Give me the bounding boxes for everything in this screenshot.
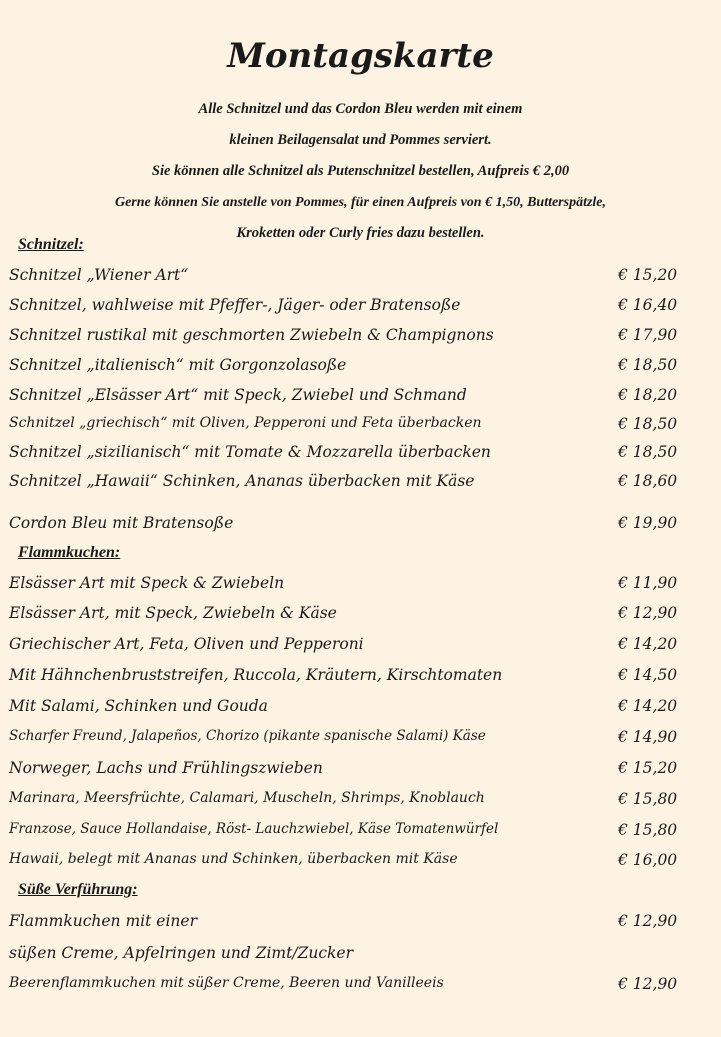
item-price: € 15,80 [618,790,678,808]
item-price: € 18,50 [618,443,678,461]
menu-item [9,790,681,816]
item-price: € 14,20 [618,635,678,653]
menu-item [9,912,681,938]
item-name: Hawaii, belegt mit Ananas und Schinken, überbacken mit Käse [9,851,458,867]
item-name: Flammkuchen mit einer [9,912,197,930]
item-price: € 15,20 [618,266,678,284]
item-name: Elsässer Art, mit Speck, Zwiebeln & Käse [9,604,337,622]
item-name: Schnitzel „griechisch“ mit Oliven, Pepperoni und Feta überbacken [9,415,482,431]
item-price: € 19,90 [618,514,678,532]
item-price: € 16,40 [618,296,678,314]
section-heading-schnitzel: Schnitzel: [18,236,84,253]
intro-line: kleinen Beilagensalat und Pommes serviert. [229,132,492,148]
menu-item-cordon-bleu [9,514,681,540]
item-price: € 11,90 [618,574,678,592]
item-name: Schnitzel, wahlweise mit Pfeffer-, Jäger- oder Bratensoße [9,296,461,314]
menu-item [9,697,681,723]
menu-item [9,266,681,292]
item-name: Marinara, Meersfrüchte, Calamari, Muscheln, Shrimps, Knoblauch [9,790,485,806]
item-name: Mit Salami, Schinken und Gouda [9,697,268,715]
menu-item [9,666,681,692]
intro-line: Sie können alle Schnitzel als Putenschnitzel bestellen, Aufpreis € 2,00 [151,163,570,179]
item-price: € 12,90 [618,912,678,930]
item-name: Norweger, Lachs und Frühlingszwieben [9,759,323,777]
item-name: Griechischer Art, Feta, Oliven und Pepperoni [9,635,364,653]
item-name: Schnitzel „Hawaii“ Schinken, Ananas überbacken mit Käse [9,472,475,490]
item-name: Schnitzel rustikal mit geschmorten Zwiebeln & Champignons [9,326,494,344]
item-name: Franzose, Sauce Hollandaise, Röst- Lauchzwiebel, Käse Tomatenwürfel [9,821,499,837]
item-price: € 18,20 [618,386,678,404]
menu-item [9,604,681,630]
intro-line: Gerne können Sie anstelle von Pommes, für einen Aufpreis von € 1,50, Butterspätzle, [114,195,607,210]
menu-item [9,472,681,498]
item-name: Scharfer Freund, Jalapeños, Chorizo (pikante spanische Salami) Käse [9,728,486,744]
item-price: € 14,50 [618,666,678,684]
item-name: Cordon Bleu mit Bratensoße [9,514,234,532]
item-price: € 17,90 [618,326,678,344]
item-name: Schnitzel „Elsässer Art“ mit Speck, Zwiebel und Schmand [9,386,467,404]
item-price: € 14,20 [618,697,678,715]
menu-item [9,415,681,441]
menu-item [9,821,681,847]
item-price: € 15,80 [618,821,678,839]
item-name: Schnitzel „Wiener Art“ [9,266,189,284]
item-name: Beerenflammkuchen mit süßer Creme, Beeren und Vanilleeis [9,975,444,991]
menu-item [9,759,681,785]
item-price: € 18,60 [618,472,678,490]
item-name: Elsässer Art mit Speck & Zwiebeln [9,574,285,592]
menu-item [9,851,681,877]
item-price: € 18,50 [618,356,678,374]
menu-item [9,443,681,469]
item-price: € 18,50 [618,415,678,433]
menu-item [9,944,681,970]
menu-item [9,356,681,382]
item-price: € 12,90 [618,604,678,622]
menu-item [9,975,681,1001]
intro-text [0,94,721,249]
menu-item [9,326,681,352]
section-heading-suesse-verfuehrung: Süße Verführung: [18,881,138,898]
section-heading-flammkuchen: Flammkuchen: [18,544,121,561]
intro-line: Kroketten oder Curly fries dazu bestellen. [236,225,485,241]
menu-item [9,728,681,754]
item-price: € 16,00 [618,851,678,869]
item-name: Schnitzel „sizilianisch“ mit Tomate & Mozzarella überbacken [9,443,491,461]
menu-item [9,386,681,412]
intro-line: Alle Schnitzel und das Cordon Bleu werden mit einem [198,101,523,117]
item-name: Mit Hähnchenbruststreifen, Ruccola, Kräutern, Kirschtomaten [9,666,503,684]
item-name: süßen Creme, Apfelringen und Zimt/Zucker [9,944,353,962]
item-name: Schnitzel „italienisch“ mit Gorgonzolasoße [9,356,347,374]
menu-item [9,574,681,600]
page-title: Montagskarte [227,36,494,76]
menu-item [9,296,681,322]
item-price: € 14,90 [618,728,678,746]
item-price: € 15,20 [618,759,678,777]
item-price: € 12,90 [618,975,678,993]
menu-item [9,635,681,661]
